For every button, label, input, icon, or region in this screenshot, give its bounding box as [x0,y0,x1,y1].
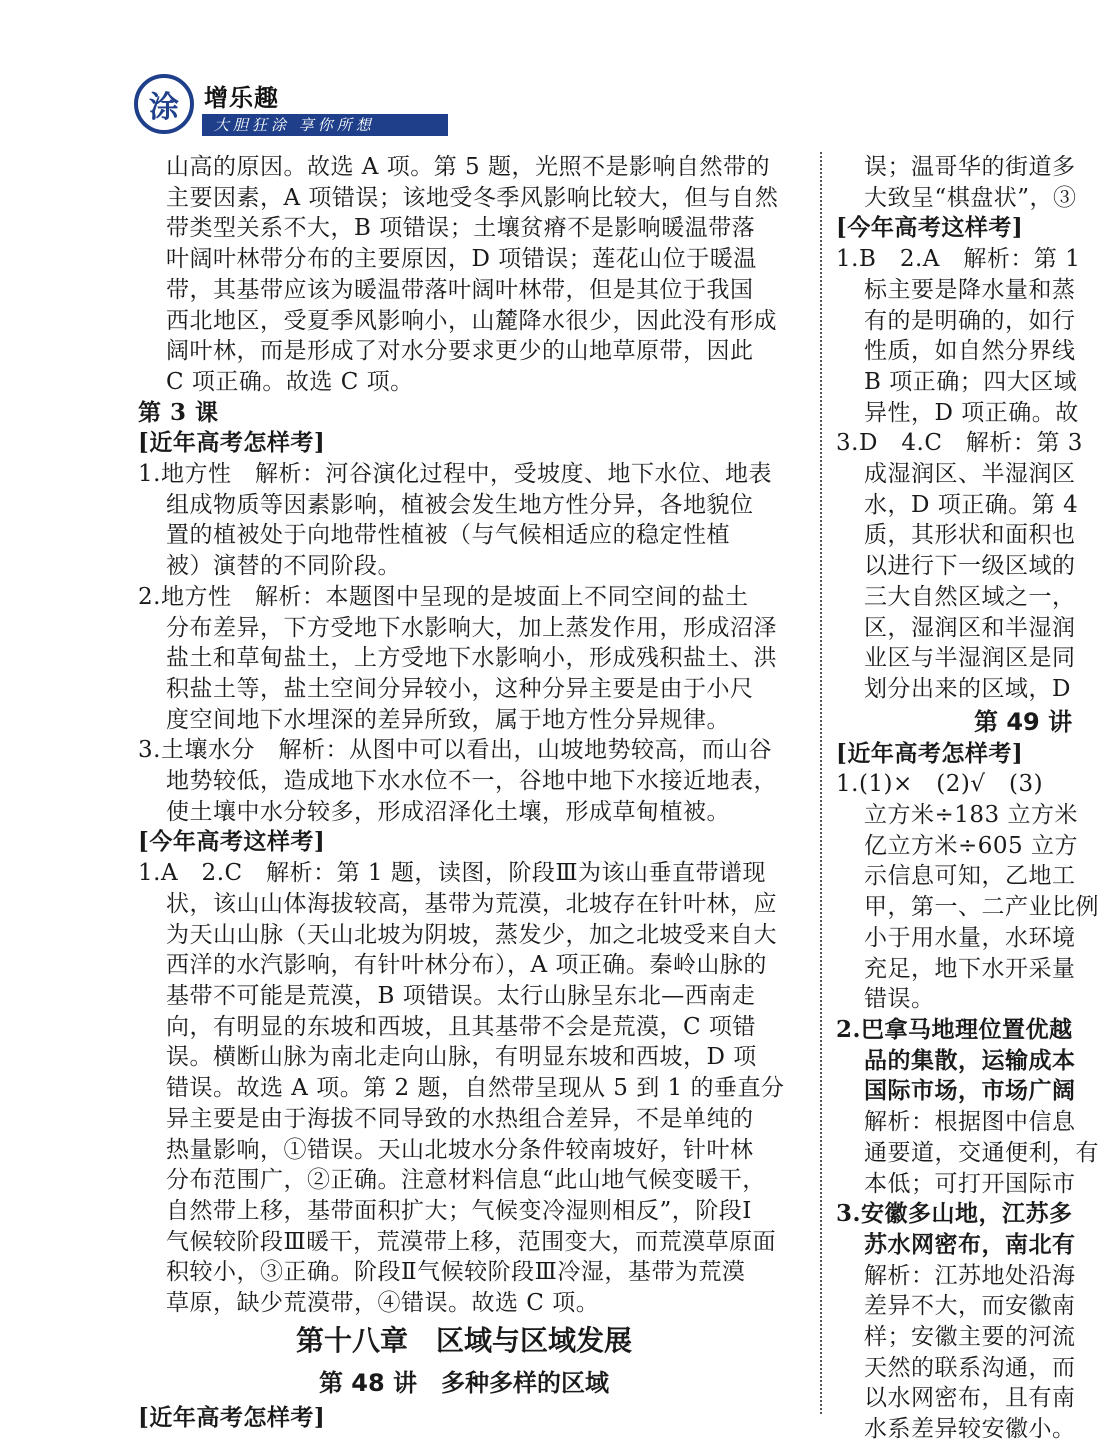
text-line: 小于用水量，水环境 [864,924,1076,951]
lecture-title: 第 48 讲 多种多样的区域 [318,1368,610,1397]
brand-logo [134,74,194,134]
text-line: 充足，地下水开采量 [864,955,1076,982]
text-line: 示信息可知，乙地工 [864,863,1076,890]
text-line: 成湿润区、半湿润区 [864,461,1076,488]
text-line: 山高的原因。故选 A 项。第 5 题，光照不是影响自然带的 [166,154,770,180]
text-line: 划分出来的区域，D [864,675,1071,702]
text-line: 解析：江苏地处沿海 [864,1262,1076,1289]
text-line: 异性，D 项正确。故 [864,399,1079,426]
text-line: 使土壤中水分较多，形成沼泽化土壤，形成草甸植被。 [166,798,730,825]
text-line: 积较小，③正确。阶段Ⅱ气候较阶段Ⅲ冷湿，基带为荒漠 [166,1259,746,1286]
text-line: 3.D 4.C 解析：第 3 [836,430,1083,457]
text-line: 误。横断山脉为南北走向山脉，有明显东坡和西坡，D 项 [166,1044,757,1071]
chapter-title: 第十八章 区域与区域发展 [295,1323,632,1357]
lecture-title: 第 49 讲 [974,707,1073,736]
brand-slogan: 大胆狂涂 享你所想 [202,114,448,136]
text-line: 性质，如自然分界线 [864,338,1076,365]
text-line: 叶阔叶林带分布的主要原因，D 项错误；莲花山位于暖温 [166,246,757,273]
text-line: 被）演替的不同阶段。 [166,553,401,580]
text-line: 错误。 [864,986,935,1013]
text-line: 西北地区，受夏季风影响小，山麓降水很少，因此没有形成 [166,307,777,334]
text-line: 1.B 2.A 解析：第 1 [836,246,1081,273]
text-line: 亿立方米÷605 立方 [864,832,1078,859]
text-line: 主要因素，A 项错误；该地受冬季风影响比较大，但与自然 [166,184,779,211]
text-line: 异主要是由于海拔不同导致的水热组合差异，不是单纯的 [166,1105,754,1132]
section-heading: [今年高考这样考] [138,828,326,856]
text-line: B 项正确；四大区域 [864,368,1078,395]
text-line: 有的是明确的，如行 [864,307,1076,334]
text-line: 向，有明显的东坡和西坡，且其基带不会是荒漠，C 项错 [166,1013,756,1040]
text-line: 标主要是降水量和蒸 [864,276,1076,303]
section-heading: [近年高考怎样考] [138,1403,326,1431]
text-line: 气候较阶段Ⅲ暖干，荒漠带上移，范围变大，而荒漠草原面 [166,1228,777,1255]
section-heading: [今年高考这样考] [836,214,1024,242]
text-line: 西洋的水汽影响，有针叶林分布），A 项正确。秦岭山脉的 [166,952,767,979]
section-heading: 第 3 课 [138,398,219,426]
text-line: 以进行下一级区域的 [864,553,1076,580]
text-line: 阔叶林，而是形成了对水分要求更少的山地草原带，因此 [166,338,754,365]
text-line: 错误。故选 A 项。第 2 题，自然带呈现从 5 到 1 的垂直分 [166,1075,785,1102]
text-line: 解析：根据图中信息 [864,1109,1076,1136]
text-line: 度空间地下水埋深的差异所致，属于地方性分异规律。 [166,706,730,733]
text-line: 盐土和草甸盐土，上方受地下水影响小，形成残积盐土、洪 [166,645,777,672]
text-line: 1.地方性 解析：河谷演化过程中，受坡度、地下水位、地表 [138,461,772,488]
text-line: 立方米÷183 立方米 [864,802,1078,829]
section-heading: [近年高考怎样考] [138,429,326,457]
text-line: 草原，缺少荒漠带，④错误。故选 C 项。 [166,1290,600,1317]
text-line: 天然的联系沟通，而 [864,1354,1076,1381]
text-line: 地势较低，造成地下水水位不一，谷地中地下水接近地表， [166,768,777,795]
text-line: 1.A 2.C 解析：第 1 题，读图，阶段Ⅲ为该山垂直带谱现 [138,860,767,887]
text-line: 通要道，交通便利，有 [864,1139,1099,1166]
brand-header [128,72,458,142]
text-line: 置的植被处于向地带性植被（与气候相适应的稳定性植 [166,522,730,549]
text-line: 带，其基带应该为暖温带落叶阔叶林带，但是其位于我国 [166,276,754,303]
text-line: 国际市场，市场广阔 [864,1077,1076,1105]
text-line: 积盐土等，盐土空间分异较小，这种分异主要是由于小尺 [166,675,754,702]
text-line: 苏水网密布，南北有 [864,1230,1076,1258]
text-line: 1.(1)× (2)√ (3) [836,771,1044,798]
text-line: 差异不大，而安徽南 [864,1293,1076,1320]
text-line: 水，D 项正确。第 4 [864,491,1079,518]
text-line: 带类型关系不大，B 项错误；土壤贫瘠不是影响暖温带落 [166,215,756,242]
left-column [138,152,790,1433]
text-line: 甲，第一、二产业比例 [864,894,1099,921]
section-heading: [近年高考怎样考] [836,739,1024,767]
section-heading: 3.安徽多山地，江苏多 [836,1200,1073,1228]
column-divider [820,152,822,1414]
text-line: 品的集散，运输成本 [864,1046,1076,1074]
text-line: 组成物质等因素影响，植被会发生地方性分异，各地貌位 [166,491,754,518]
text-line: 为天山山脉（天山北坡为阴坡，蒸发少，加之北坡受来自大 [166,921,777,948]
text-line: 热量影响，①错误。天山北坡水分条件较南坡好，针叶林 [166,1136,754,1163]
text-line: C 项正确。故选 C 项。 [166,368,414,395]
text-line: 大致呈“棋盘状”，③ [864,184,1077,211]
text-line: 分布范围广，②正确。注意材料信息“此山地气候变暖干， [166,1167,766,1194]
text-line: 分布差异，下方受地下水影响大，加上蒸发作用，形成沼泽 [166,614,777,641]
text-line: 状，该山山体海拔较高，基带为荒漠，北坡存在针叶林，应 [166,890,777,917]
text-line: 基带不可能是荒漠，B 项错误。太行山脉呈东北—西南走 [166,982,756,1009]
text-line: 水系差异较安徽小。 [864,1416,1076,1443]
text-line: 误；温哥华的街道多 [864,154,1076,180]
text-line: 质，其形状和面积也 [864,522,1076,549]
text-line: 三大自然区域之一， [864,583,1076,610]
text-line: 业区与半湿润区是同 [864,645,1076,672]
text-line: 自然带上移，基带面积扩大；气候变冷湿则相反”，阶段Ⅰ [166,1197,752,1224]
brand-name: 增乐趣 [204,84,279,112]
text-line: 2.地方性 解析：本题图中呈现的是坡面上不同空间的盐土 [138,583,749,610]
text-line: 样；安徽主要的河流 [864,1324,1076,1351]
text-line: 以水网密布，且有南 [864,1385,1076,1412]
section-heading: 2.巴拿马地理位置优越 [836,1015,1073,1043]
text-line: 3.土壤水分 解析：从图中可以看出，山坡地势较高，而山谷 [138,737,772,764]
logo-char: 涂 [149,90,179,125]
text-line: 区，湿润区和半湿润 [864,614,1076,641]
right-column [836,152,1099,1443]
text-line: 本低；可打开国际市 [864,1170,1076,1197]
